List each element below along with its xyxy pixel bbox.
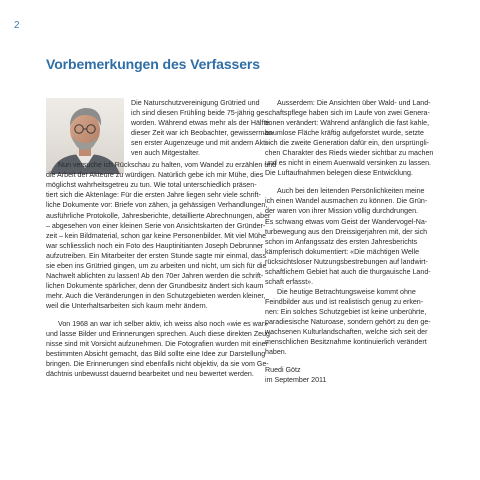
text-line: sich die zweite Generation dafür ein, den ursprüngli- (265, 139, 430, 148)
text-line: dieser Zeit war ich Beobachter, gewissermas- (131, 129, 275, 138)
text-line: haben. (265, 348, 287, 357)
text-line: wachsenen Kulturlandschaften, welche sich seit der (265, 328, 428, 337)
text-line: Von 1968 an war ich selber aktiv, ich weiss also noch «wie es war» (58, 319, 269, 328)
text-line: möglichst wahrheitsgetreu zu tun. Wie total unterschiedlich präsen- (46, 181, 257, 190)
text-line: bringen. Die Erinnerungen sind ebenfalls nicht objektiv, da sie vom Ge- (46, 360, 269, 369)
text-line: chen Charakter des Rieds wieder sichtbar zu machen (265, 149, 434, 158)
text-line: die Arbeit der Akteure zu würdigen. Natürlich gebe ich mir Mühe, dies (46, 171, 264, 180)
text-line: dächtnis unbewusst dauernd bearbeitet und neu bewertet werden. (46, 370, 254, 379)
page-title: Vorbemerkungen des Verfassers (46, 56, 260, 72)
text-line: Ausserdem: Die Ansichten über Wald- und Land- (277, 99, 431, 107)
text-line: sen erster Augenzeuge und mit andern Akti- (131, 139, 270, 148)
text-line: und lasse Bilder und Erinnerungen sprechen. Auch diese direkten Zeug- (46, 330, 273, 339)
text-line: ausführliche Protokolle, Jahresberichte, detaillierte Abrechnungen, aber (46, 211, 271, 220)
text-line: worden. Während etwas mehr als der Hälfte (131, 119, 270, 128)
text-line: sie eben ins Grütried gingen, um zu arbeiten und nicht, um sich für die (46, 261, 267, 270)
paragraph-today (265, 287, 435, 357)
text-line: weil die Unterhaltsarbeiten sich kaum mehr ändern. (46, 301, 208, 310)
text-line: nisse sind mit Vorsicht aufzunehmen. Die Fotografien wurden mit einer (46, 340, 268, 349)
text-line: – abgesehen von einer kleinen Serie von Ansichtskarten der Gründer- (46, 221, 266, 230)
text-line: aufzutreiben. Ein Mitarbeiter der ersten Stunde sagte mir einmal, dass (46, 251, 267, 260)
text-line: zeit – kein Bildmaterial, schon gar keine Personenbilder. Mit viel Mühe (46, 231, 267, 240)
paragraph-personalities (265, 186, 435, 286)
text-line: schaftspflege haben sich im Laufe von zwei Genera- (265, 109, 430, 118)
text-line: tionen verändert: Während anfänglich die fast kahle, (265, 119, 430, 128)
text-line: Die Naturschutzvereinigung Grütried und (131, 99, 260, 107)
text-line: menschlichen Besitznahme kontinuierlich verändert (265, 338, 427, 347)
text-line: mehr. Auch die Veränderungen in den Schutzgebieten werden kleiner, (46, 291, 266, 300)
text-line: paradiesische Naturoase, sondern gehört zu den ge- (265, 317, 431, 326)
text-line: baumlose Fläche kräftig aufgeforstet wurde, setzte (265, 129, 424, 138)
text-line: lichen Dokumente spärlicher, denn der Grundbesitz ändert sich kaum (46, 281, 264, 290)
paragraph-memories (46, 319, 273, 379)
text-line: rücksichtsloser Nutzungsbestrebungen auf landwirt- (265, 257, 428, 266)
text-line: Auch bei den leitenden Persönlichkeiten meine (277, 187, 425, 196)
text-line: ich sind diesen Frühling beide 75-jährig ge- (131, 109, 267, 118)
paragraph-retrospective (46, 160, 277, 311)
text-line: Es schwang etwas vom Geist der Wandervogel-Na- (265, 217, 428, 226)
text-line: turbewegung aus den Dreissigerjahren mit, der sich (265, 227, 428, 236)
right-column (265, 98, 435, 385)
text-line: Feindbilder aus und ist realistisch genug zu erken- (265, 297, 424, 306)
text-line: liche Dokumente vor: Briefe von zähen, ja gehässigen Verhandlungen, (46, 201, 268, 210)
text-line: war schliesslich noch ein Foto des Hauptinitianten Joseph Debrunner (46, 241, 264, 250)
text-line: Die heutige Betrachtungsweise kommt ohne (277, 287, 416, 296)
text-line: nen: Ein solches Schutzgebiet ist keine unberührte, (265, 307, 427, 316)
text-line: der waren von ihrer Mission völlig durchdrungen. (265, 207, 418, 216)
text-line: ich einen Wandel ausmachen zu können. Die Grün- (265, 197, 428, 206)
text-line: schaft erfasst». (265, 277, 314, 286)
page-number: 2 (14, 20, 20, 31)
text-line: Die Luftaufnahmen belegen diese Entwicklung. (265, 169, 413, 178)
text-line: kämpferisch dokumentiert: «Die mächtigen Welle (265, 247, 420, 256)
paragraph-landscape (265, 98, 435, 178)
intro-paragraph (46, 98, 275, 158)
text-line: ven auch Mitgestalter. (131, 149, 201, 158)
text-line: schaftlichem Gebiet hat auch die thurgauische Land- (265, 267, 431, 276)
signature-date: im September 2011 (265, 376, 327, 385)
text-line: schon im Anfangssatz des ersten Jahresberichts (265, 237, 418, 246)
text-line: bestimmten Absicht gemacht, das Bild sollte eine Idee zur Darstellung (46, 350, 266, 359)
text-line: Nun versuche ich Rückschau zu halten, vom Wandel zu erzählen und (58, 161, 277, 170)
text-line: Nachwelt ablichten zu lassen! Ab den 70er Jahren werden die schrift- (46, 271, 264, 280)
signature-block (265, 365, 435, 385)
signature-name: Ruedi Götz (265, 366, 301, 375)
text-line: tiert sich die Aktenlage: Für die ersten Jahre liegen sehr viele schrift- (46, 191, 261, 200)
text-line: und es nicht in einem Auenwald versinken zu lassen. (265, 159, 432, 168)
